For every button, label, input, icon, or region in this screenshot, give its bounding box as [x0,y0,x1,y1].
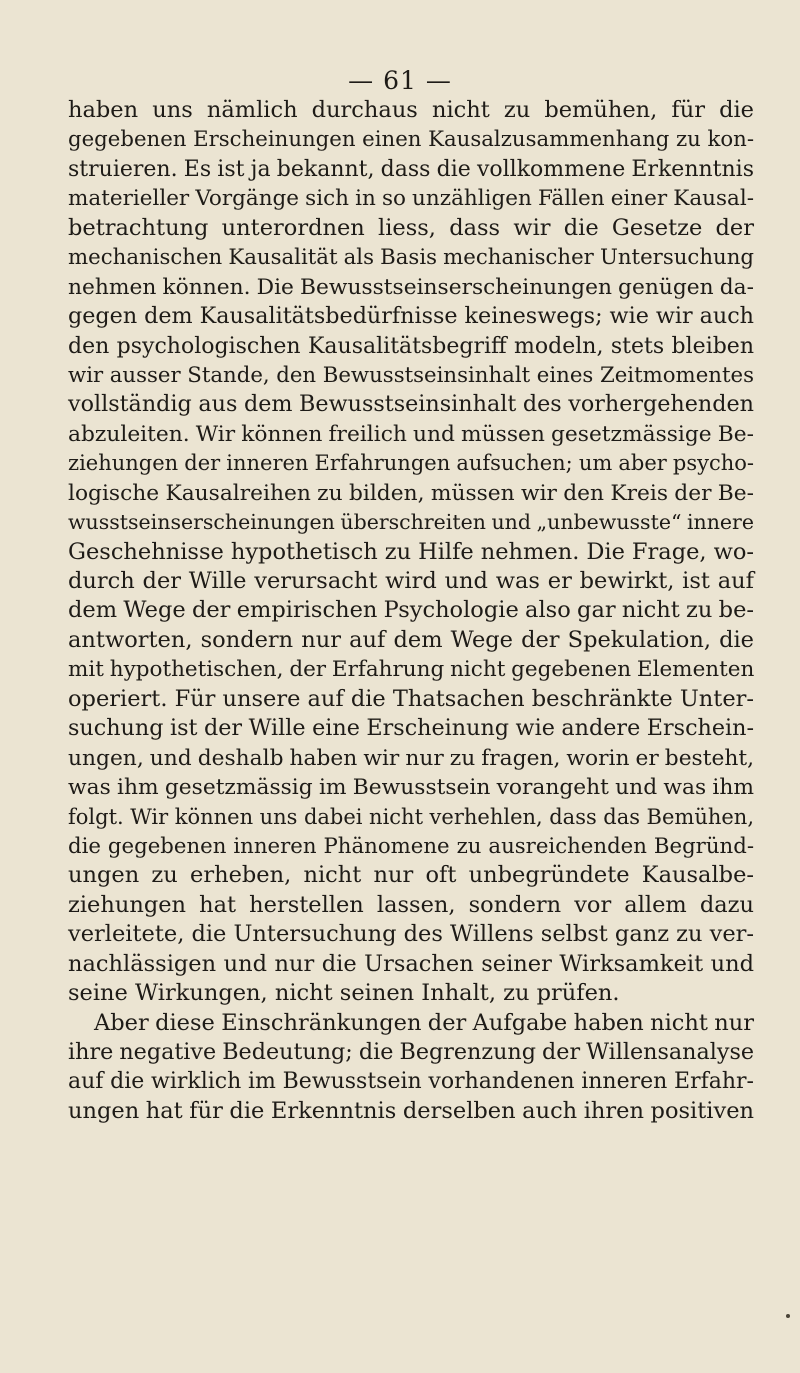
text-line: ungen zu erheben, nicht nur oft unbegründete Kausalbe- [68,862,754,889]
body-text [68,96,754,1126]
text-line: logische Kausalreihen zu bilden, müssen wir den Kreis der Be- [68,480,754,506]
text-line: antworten, sondern nur auf dem Wege der Spekulation, die [68,626,754,653]
ink-speck [786,1314,790,1318]
text-line: betrachtung unterordnen liess, dass wir die Gesetze der [68,214,754,241]
text-line: dem Wege der empirischen Psychologie also gar nicht zu be- [68,597,754,624]
text-line: verleitete, die Untersuchung des Willens selbst ganz zu ver- [68,921,754,948]
text-line: materieller Vorgänge sich in so unzähligen Fällen einer Kausal- [68,186,754,212]
text-line: durch der Wille verursacht wird und was er bewirkt, ist auf [68,568,754,594]
text-line: auf die wirklich im Bewusstsein vorhandenen inneren Erfahr- [68,1069,754,1095]
text-line: die gegebenen inneren Phänomene zu ausreichenden Begründ- [68,833,754,859]
text-line: vollständig aus dem Bewusstseinsinhalt des vorhergehenden [68,391,754,418]
text-line: operiert. Für unsere auf die Thatsachen beschränkte Unter- [68,685,754,712]
text-line: gegen dem Kausalitätsbedürfnisse keineswegs; wie wir auch [68,303,754,330]
page-number: — 61 — [348,66,452,95]
text-line: wir ausser Stande, den Bewusstseinsinhalt eines Zeitmomentes [68,362,754,388]
paragraph-start-line: Aber diese Einschränkungen der Aufgabe haben nicht nur [94,1009,754,1036]
text-line: ziehungen der inneren Erfahrungen aufsuchen; um aber psycho- [68,451,754,476]
text-line: folgt. Wir können uns dabei nicht verhehlen, dass das Bemühen, [68,804,754,829]
text-line: ungen hat für die Erkenntnis derselben auch ihren positiven [68,1097,754,1124]
text-line: nachlässigen und nur die Ursachen seiner Wirksamkeit und [68,950,754,977]
text-line: mechanischen Kausalität als Basis mechanischer Untersuchung [68,245,754,271]
text-line: wusstseinserscheinungen überschreiten und „unbewusste“ innere [68,510,754,535]
text-line: nehmen können. Die Bewusstseinserscheinungen genügen da- [68,274,754,300]
text-line: den psychologischen Kausalitätsbegriff modeln, stets bleiben [68,333,754,359]
text-line: ziehungen hat herstellen lassen, sondern vor allem dazu [68,891,754,918]
text-line: seine Wirkungen, nicht seinen Inhalt, zu prüfen. [68,980,620,1007]
text-line: mit hypothetischen, der Erfahrung nicht gegebenen Elementen [68,657,755,683]
text-line: struieren. Es ist ja bekannt, dass die vollkommene Erkenntnis [68,156,754,182]
text-line: abzuleiten. Wir können freilich und müssen gesetzmässige Be- [68,421,754,447]
text-line: ihre negative Bedeutung; die Begrenzung der Willensanalyse [68,1039,755,1065]
text-line: ungen, und deshalb haben wir nur zu fragen, worin er besteht, [68,745,754,771]
text-line: haben uns nämlich durchaus nicht zu bemühen, für die [68,97,754,123]
text-line: was ihm gesetzmässig im Bewusstsein vorangeht und was ihm [68,775,754,801]
text-line: suchung ist der Wille eine Erscheinung wie andere Erschein- [68,715,754,742]
text-line: Geschehnisse hypothetisch zu Hilfe nehmen. Die Frage, wo- [68,538,754,565]
text-line: gegebenen Erscheinungen einen Kausalzusammenhang zu kon- [68,127,754,153]
